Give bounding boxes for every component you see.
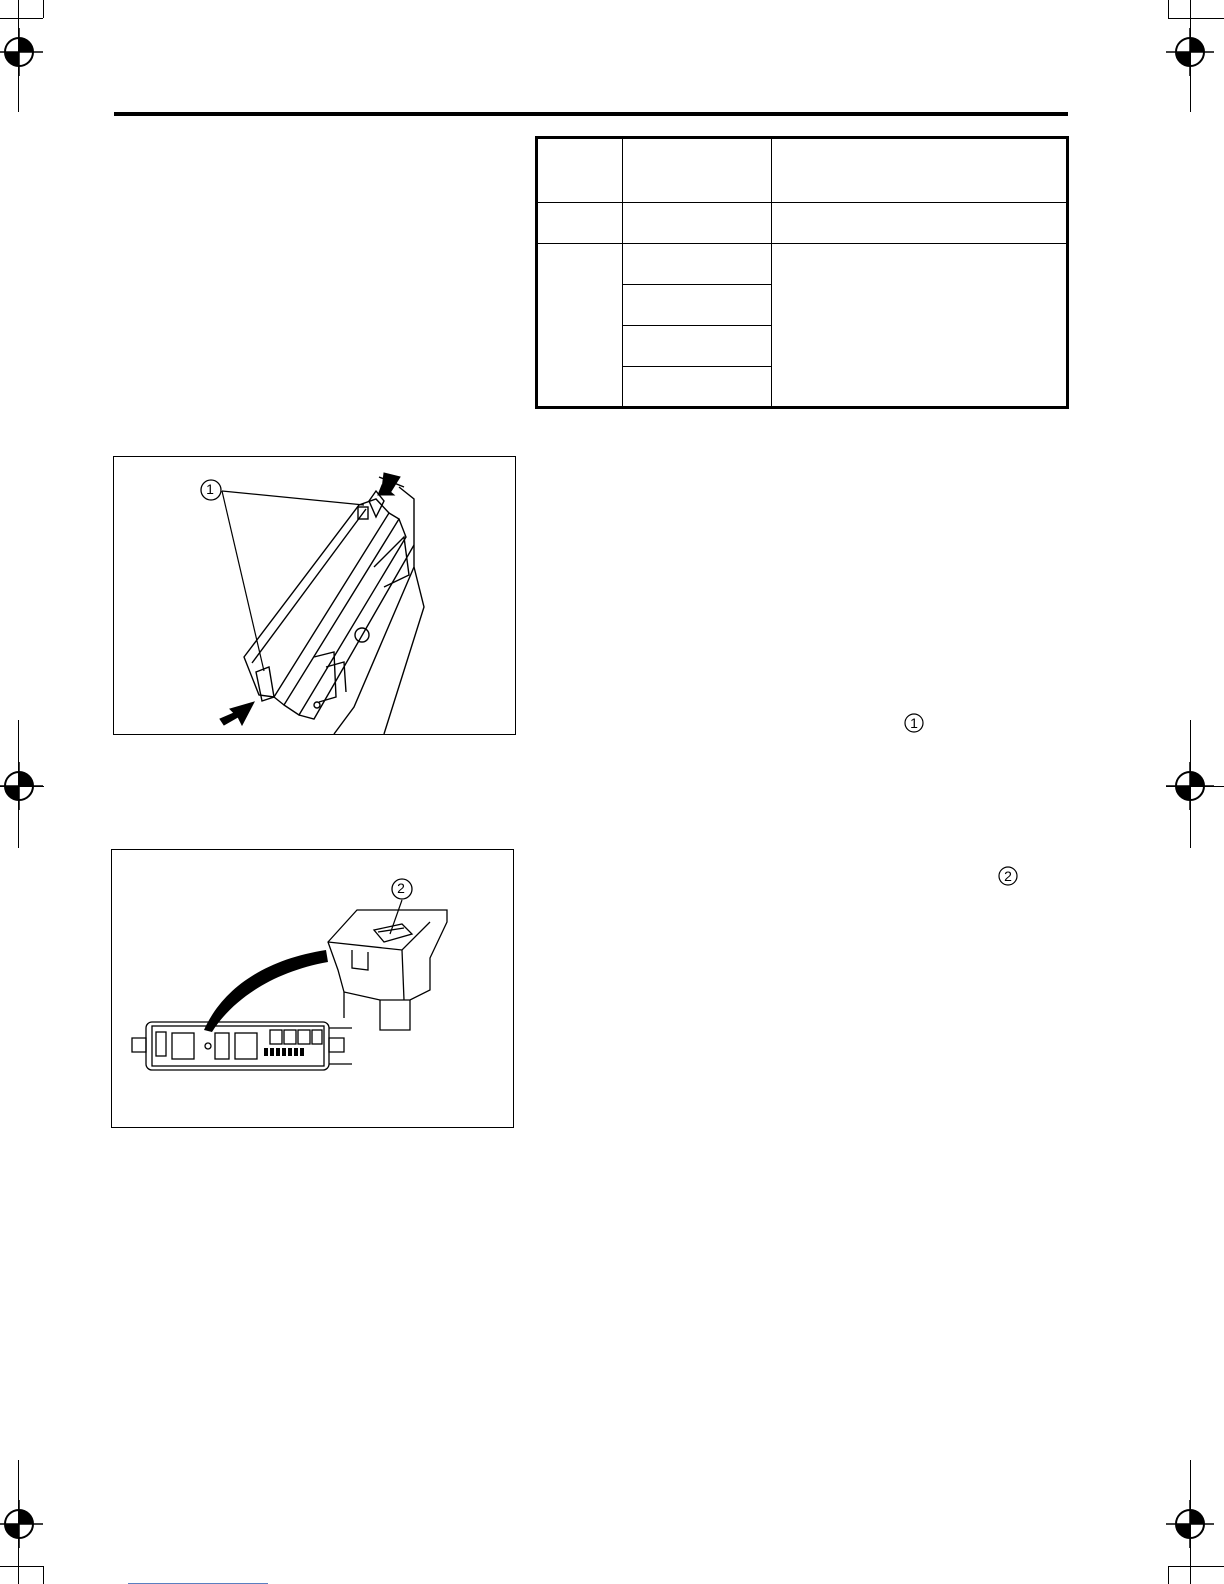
registration-mark-mid-right [1166,762,1214,810]
table-cell [623,367,772,408]
registration-mark-mid-left [0,762,43,810]
callout-1-number: 1 [206,481,214,497]
figure-fuse-box-cover [113,456,516,735]
callout-1-text-number: 1 [910,715,918,731]
crop-mark-top-right-h [1168,18,1224,19]
table-row [537,244,1068,285]
table-cell [623,326,772,367]
registration-mark-bottom-left [0,1500,43,1548]
callout-2-text [998,866,1018,886]
crop-mark-top-right-v [1168,0,1169,18]
table-cell [772,244,1068,408]
crop-mark-bottom-right-v [1168,1566,1169,1584]
table-row [537,203,1068,244]
crop-mark-top-left-v [43,0,44,18]
figure-fuse-box-interior [111,849,514,1128]
fuse-box-cover-illustration [114,457,515,734]
callout-1-text [904,713,924,733]
table-cell [537,244,623,408]
table-cell [537,203,623,244]
callout-2-figure [391,878,411,898]
registration-mark-top-left [0,28,43,76]
callout-1-figure [200,479,220,499]
crop-mark-top-left-h [0,18,43,19]
crop-mark-bottom-right-h [1168,1566,1224,1567]
spec-table [535,136,1069,409]
registration-mark-top-right [1166,28,1214,76]
callout-2-text-number: 2 [1004,868,1012,884]
crop-mark-bottom-left-h [0,1566,43,1567]
registration-mark-bottom-right [1166,1500,1214,1548]
table-cell [623,203,772,244]
header-rule [114,112,1068,116]
table-row [537,138,1068,203]
fuse-box-interior-illustration [112,850,513,1127]
table-cell [623,244,772,285]
table-cell [772,138,1068,203]
table-cell [772,203,1068,244]
table-cell [623,138,772,203]
crop-mark-bottom-left-v [43,1566,44,1584]
table-cell [623,285,772,326]
callout-2-number: 2 [397,880,405,896]
table-cell [537,138,623,203]
